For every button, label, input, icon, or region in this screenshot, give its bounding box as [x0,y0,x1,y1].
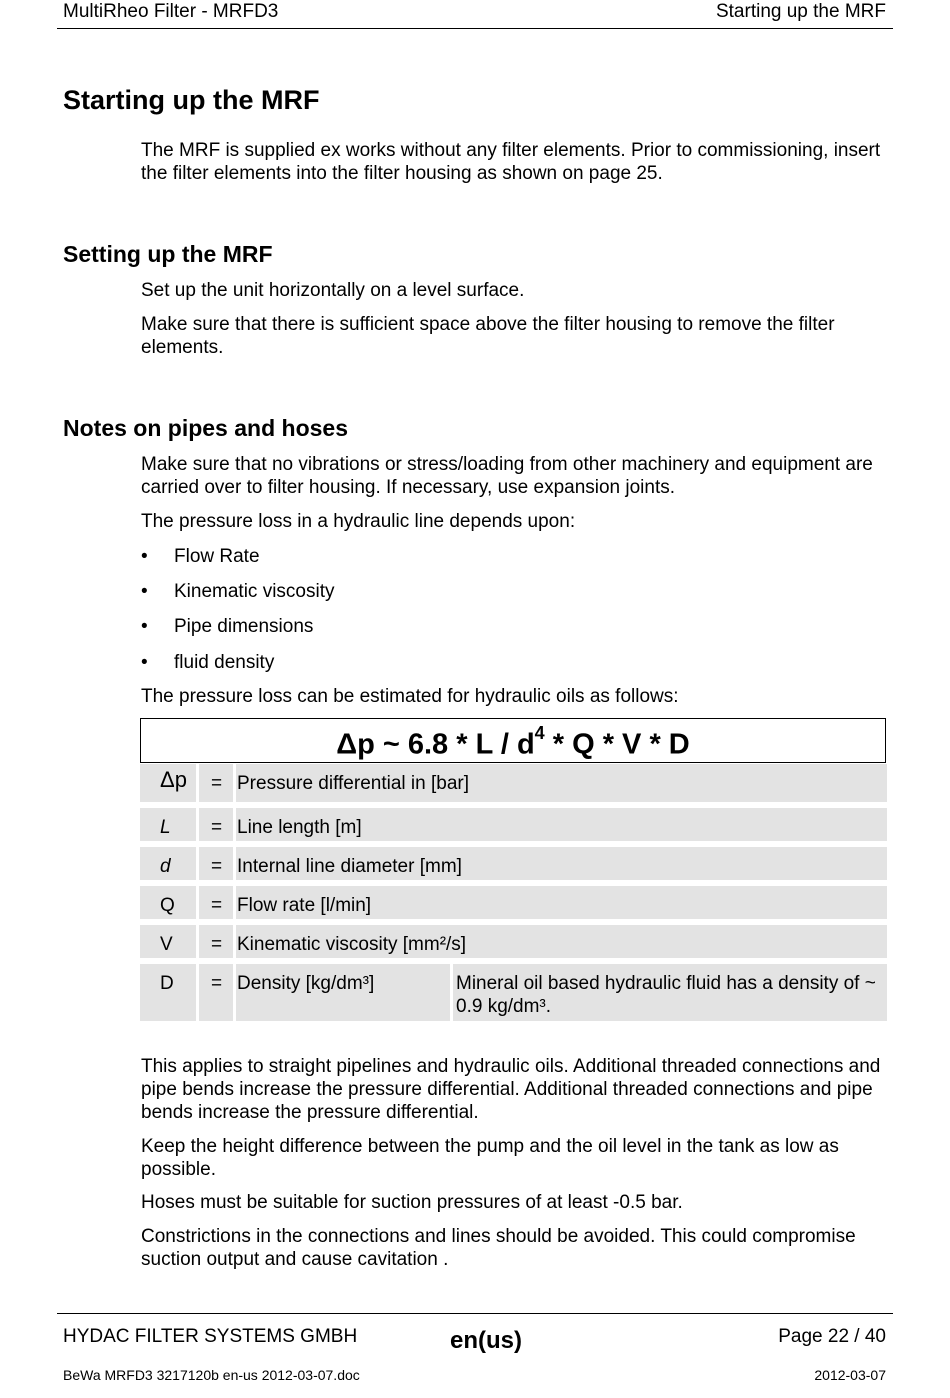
footer-date: 2012-03-07 [814,1367,886,1383]
variable-symbol: L [160,817,171,838]
footer-language: en(us) [450,1327,522,1354]
paragraph-vibrations: Make sure that no vibrations or stress/loading from other machinery and equipment are carried over to filter housing. If necessary, use expansion joints. [141,454,873,498]
column-gap [450,964,453,1021]
paragraph-estimate-intro: The pressure loss can be estimated for hydraulic oils as follows: [141,686,679,707]
paragraph-height-difference: Keep the height difference between the pump and the oil level in the tank as low as possible. [141,1136,839,1180]
heading-pipes-and-hoses: Notes on pipes and hoses [63,415,348,441]
list-item-label: Pipe dimensions [174,616,314,637]
equals-sign: = [211,895,223,916]
bullet-icon: • [141,616,148,637]
table-row [140,808,887,841]
paragraph-pressure-loss-depends: The pressure loss in a hydraulic line depends upon: [141,511,576,532]
variable-description: Internal line diameter [mm] [237,856,462,877]
paragraph-level-surface: Set up the unit horizontally on a level surface. [141,280,525,301]
list-item-label: fluid density [174,652,275,673]
formula-box [140,718,886,763]
equals-sign: = [211,973,223,994]
equals-sign: = [211,934,223,955]
heading-setting-up: Setting up the MRF [63,241,273,267]
header-divider [57,28,893,29]
variable-symbol: d [160,856,171,877]
equals-sign: = [211,856,223,877]
paragraph-constrictions: Constrictions in the connections and lines should be avoided. This could compromise suction output and cause cavitation . [141,1226,856,1270]
column-gap [233,964,236,1021]
footer-page-number: Page 22 / 40 [778,1326,886,1347]
paragraph-suction-pressures: Hoses must be suitable for suction pressures of at least -0.5 bar. [141,1192,683,1213]
bullet-icon: • [141,581,148,602]
variable-symbol: D [160,973,174,994]
column-gap [196,764,199,802]
column-gap [196,964,199,1021]
paragraph-sufficient-space: Make sure that there is sufficient space above the filter housing to remove the filter elements. [141,314,835,358]
column-gap [233,925,236,958]
variable-symbol: Q [160,895,175,916]
equals-sign: = [211,817,223,838]
variable-description: Flow rate [l/min] [237,895,372,916]
variable-description: Density [kg/dm³] [237,973,375,994]
variable-description: Line length [m] [237,817,362,838]
list-item-label: Kinematic viscosity [174,581,335,602]
footer-document-name: BeWa MRFD3 3217120b en-us 2012-03-07.doc [63,1367,360,1383]
list-item-label: Flow Rate [174,546,260,567]
footer-divider [57,1313,893,1314]
footer-company: HYDAC FILTER SYSTEMS GMBH [63,1326,358,1347]
formula-exponent: 4 [534,723,545,743]
variable-symbol: V [160,934,173,955]
formula-tail: * Q * V * D [544,728,690,761]
heading-starting-up: Starting up the MRF [63,85,320,115]
column-gap [196,808,199,841]
column-gap [196,925,199,958]
table-row [140,964,887,1021]
column-gap [233,764,236,802]
paragraph-supplied-ex-works: The MRF is supplied ex works without any filter elements. Prior to commissioning, insert the filter elements into the filter housing as shown on page 25. [141,140,881,184]
variable-symbol: Δp [160,767,187,792]
table-row [140,925,887,958]
column-gap [196,886,199,919]
equals-sign: = [211,773,223,794]
header-document-title: MultiRheo Filter - MRFD3 [63,1,279,22]
header-section-title: Starting up the MRF [715,1,886,22]
table-row [140,886,887,919]
formula-main: Δp ~ 6.8 * L / d [336,728,535,761]
bullet-icon: • [141,652,148,673]
density-note: Mineral oil based hydraulic fluid has a density of ~ 0.9 kg/dm³. [456,973,876,1017]
paragraph-straight-pipelines: This applies to straight pipelines and hydraulic oils. Additional threaded connections and pipe bends increase the pressure differential. Additional threaded connections and pipe bends increase the pressure differential. [141,1056,881,1123]
variable-description: Kinematic viscosity [mm²/s] [237,934,467,955]
variable-description: Pressure differential in [bar] [237,773,469,794]
table-row [140,764,887,802]
bullet-icon: • [141,546,148,567]
column-gap [233,847,236,880]
column-gap [196,847,199,880]
table-row [140,847,887,880]
column-gap [233,808,236,841]
column-gap [233,886,236,919]
